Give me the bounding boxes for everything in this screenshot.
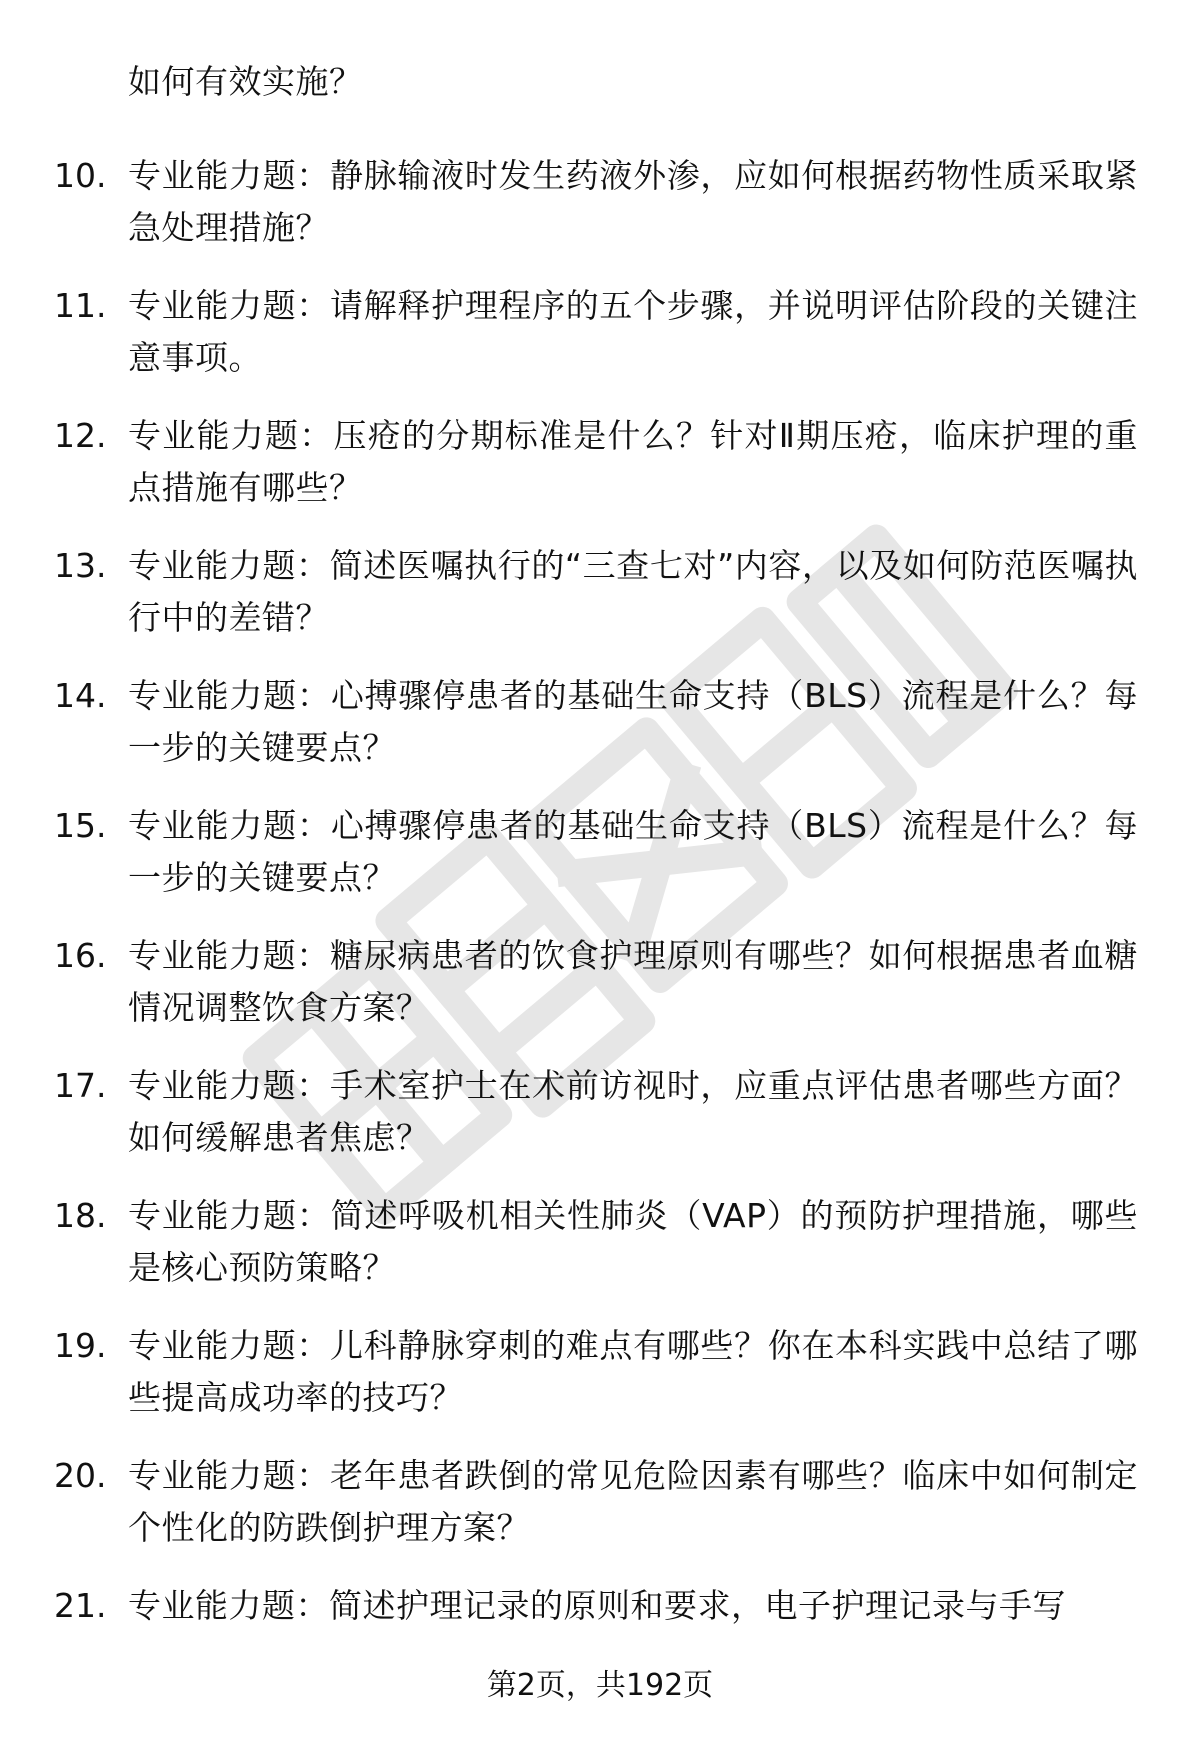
question-number: 17. bbox=[54, 1066, 107, 1105]
question-text: 专业能力题：心搏骤停患者的基础生命支持（BLS）流程是什么？每一步的关键要点？ bbox=[128, 806, 1138, 897]
list-item bbox=[0, 280, 1200, 410]
question-number: 21. bbox=[54, 1586, 107, 1625]
question-text: 专业能力题：儿科静脉穿刺的难点有哪些？你在本科实践中总结了哪些提高成功率的技巧？ bbox=[128, 1326, 1138, 1417]
question-number: 15. bbox=[54, 806, 107, 845]
question-number: 11. bbox=[54, 286, 107, 325]
question-text: 专业能力题：心搏骤停患者的基础生命支持（BLS）流程是什么？每一步的关键要点？ bbox=[128, 676, 1138, 767]
question-number: 19. bbox=[54, 1326, 107, 1365]
question-text: 专业能力题：简述护理记录的原则和要求，电子护理记录与手写 bbox=[128, 1586, 1066, 1625]
list-item bbox=[0, 410, 1200, 540]
question-number: 20. bbox=[54, 1456, 107, 1495]
question-list bbox=[0, 150, 1200, 1710]
page-footer: 第2页，共192页 bbox=[486, 1668, 714, 1703]
continued-question-text: 如何有效实施？ bbox=[128, 62, 363, 101]
list-item bbox=[0, 1060, 1200, 1190]
question-text: 专业能力题：老年患者跌倒的常见危险因素有哪些？临床中如何制定个性化的防跌倒护理方案？ bbox=[128, 1456, 1138, 1547]
question-text: 专业能力题：简述医嘱执行的“三查七对”内容，以及如何防范医嘱执行中的差错？ bbox=[128, 546, 1138, 637]
question-text: 专业能力题：简述呼吸机相关性肺炎（VAP）的预防护理措施，哪些是核心预防策略？ bbox=[128, 1196, 1138, 1287]
question-text: 专业能力题：请解释护理程序的五个步骤，并说明评估阶段的关键注意事项。 bbox=[128, 286, 1138, 377]
question-text: 专业能力题：静脉输液时发生药液外渗，应如何根据药物性质采取紧急处理措施？ bbox=[128, 156, 1138, 247]
list-item bbox=[0, 1450, 1200, 1580]
question-number: 16. bbox=[54, 936, 107, 975]
question-text: 专业能力题：手术室护士在术前访视时，应重点评估患者哪些方面？如何缓解患者焦虑？ bbox=[128, 1066, 1138, 1157]
question-text: 专业能力题：糖尿病患者的饮食护理原则有哪些？如何根据患者血糖情况调整饮食方案？ bbox=[128, 936, 1138, 1027]
list-item bbox=[0, 540, 1200, 670]
list-item bbox=[0, 1190, 1200, 1320]
list-item bbox=[0, 930, 1200, 1060]
list-item bbox=[0, 1320, 1200, 1450]
question-number: 10. bbox=[54, 156, 107, 195]
question-text: 专业能力题：压疮的分期标准是什么？针对Ⅱ期压疮，临床护理的重点措施有哪些？ bbox=[128, 416, 1138, 507]
list-item bbox=[0, 800, 1200, 930]
question-number: 13. bbox=[54, 546, 107, 585]
question-number: 12. bbox=[54, 416, 107, 455]
question-number: 14. bbox=[54, 676, 107, 715]
list-item bbox=[0, 670, 1200, 800]
question-number: 18. bbox=[54, 1196, 107, 1235]
list-item bbox=[0, 150, 1200, 280]
